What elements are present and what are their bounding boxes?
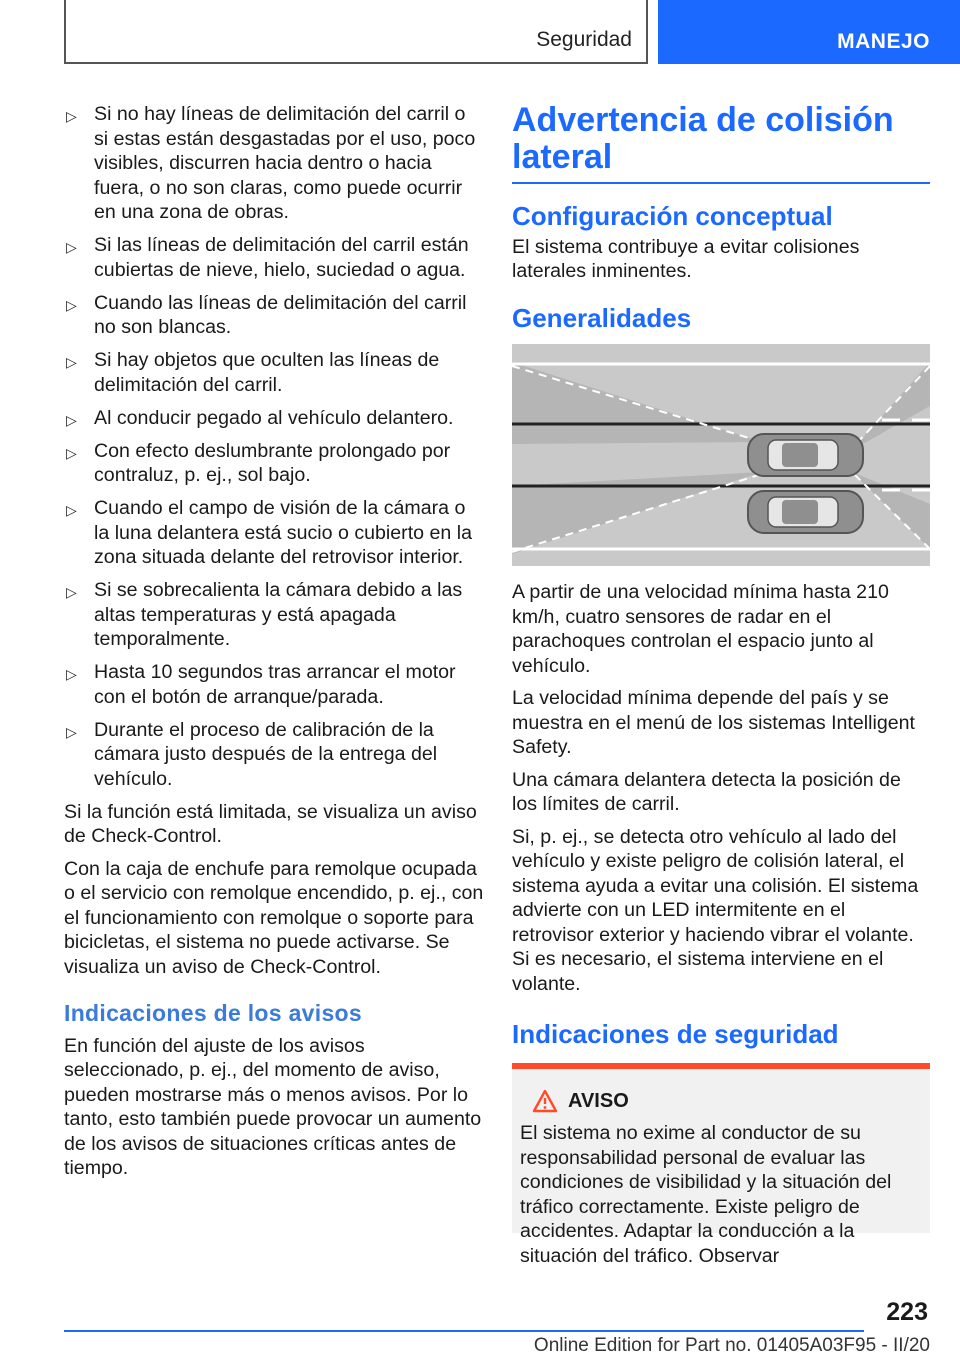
list-item: ▷ Si se sobrecalienta la cámara debido a las altas temperaturas y está apagada temporalmente. [66, 579, 463, 650]
header-section-title: Seguridad [536, 28, 632, 51]
side-collision-diagram [512, 344, 930, 566]
triangle-bullet-icon: ▷ [66, 354, 77, 370]
list-item: ▷ Al conducir pegado al vehículo delantero. [64, 406, 484, 431]
header-chapter-tab: MANEJO [658, 0, 960, 64]
edition-footer: Online Edition for Part no. 01405A03F95 - II/20 [533, 1335, 930, 1356]
limitations-list [64, 102, 484, 791]
triangle-bullet-icon: ▷ [66, 584, 77, 600]
list-item: ▷ Hasta 10 segundos tras arrancar el motor con el botón de arranque/parada. [66, 661, 456, 708]
car-icon [748, 491, 863, 533]
radar-paragraph: A partir de una velocidad mínima hasta 210 km/h, cuatro sensores de radar en el parachoques controlan el espacio junto al vehículo. [512, 581, 889, 677]
title-divider [512, 182, 930, 184]
triangle-bullet-icon: ▷ [66, 666, 77, 682]
page-title: Advertencia de colisión lateral [512, 101, 894, 176]
triangle-bullet-icon: ▷ [66, 108, 77, 124]
triangle-bullet-icon: ▷ [66, 296, 77, 313]
list-item: ▷ Cuando el campo de visión de la cámara o la luna delantera está sucio o cubierto en la zona situada delante del retrovisor interior. [66, 497, 472, 568]
limited-function-paragraph: Si la función está limitada, se visualiza un aviso de Check-Control. [64, 800, 477, 847]
left-column [64, 102, 484, 1189]
list-item: ▷ Si no hay líneas de delimitación del carril o si estas están desgastadas por el uso, poco visibles, discurren hacia dentro o hacia fuera, o no son claras, como puede ocurrir en una zona de obras. [66, 103, 476, 223]
warning-label: AVISO [568, 1089, 629, 1112]
safety-heading: Indicaciones de seguridad [512, 1019, 839, 1049]
warning-box [512, 1063, 930, 1267]
triangle-bullet-icon: ▷ [66, 411, 77, 428]
page-number: 223 [886, 1298, 928, 1326]
list-item: ▷ Cuando las líneas de delimitación del carril no son blancas. [66, 291, 467, 338]
warning-text: El sistema no exime al conductor de su responsabilidad personal de evaluar las condiciones de visibilidad y la situación del tráfico correctamente. Existe peligro de accidentes. Adaptar la conducción a la situación del tráfico. Observar [520, 1122, 892, 1267]
triangle-bullet-icon: ▷ [66, 444, 77, 461]
list-item: ▷ Con efecto deslumbrante prolongado por contraluz, p. ej., sol bajo. [66, 439, 451, 486]
general-heading: Generalidades [512, 302, 692, 333]
warning-title [520, 1089, 922, 1114]
header-section-box [64, 0, 648, 64]
warnings-subheading: Indicaciones de los avisos [64, 1000, 362, 1026]
car-icon [748, 434, 863, 476]
triangle-bullet-icon: ▷ [66, 502, 77, 518]
trailer-paragraph: Con la caja de enchufe para remolque ocupada o el servicio con remolque encendido, p. ej., con el funcionamiento con remolque o soporte para bicicletas, el sistema no puede activarse. Se visualiza un aviso de Check-Control. [64, 857, 484, 978]
warnings-paragraph: En función del ajuste de los avisos seleccionado, p. ej., del momento de aviso, pueden mostrarse más o menos avisos. Por lo tanto, esto también puede provocar un aumento de los avisos de situaciones críticas antes de tiempo. [64, 1034, 482, 1179]
right-column [512, 101, 930, 1267]
triangle-bullet-icon: ▷ [66, 723, 77, 740]
list-item: ▷ Durante el proceso de calibración de la cámara justo después de la entrega del vehículo. [66, 718, 438, 790]
concept-paragraph: El sistema contribuye a evitar colisiones laterales inminentes. [512, 235, 860, 282]
list-item: ▷ Si hay objetos que oculten las líneas de delimitación del carril. [66, 349, 440, 396]
warning-triangle-icon [532, 1089, 558, 1113]
footer-divider [64, 1330, 864, 1332]
triangle-bullet-icon: ▷ [66, 239, 77, 255]
concept-heading: Configuración conceptual [512, 201, 833, 231]
function-paragraph: Si, p. ej., se detecta otro vehículo al lado del vehículo y existe peligro de colisión lateral, el sistema ayuda a evitar una colisión. El sistema advierte con un LED intermitente en el retrovisor exterior y haciendo vibrar el volante. Si es necesario, el sistema interviene en el volante. [512, 825, 919, 995]
min-speed-paragraph: La velocidad mínima depende del país y se muestra en el menú de los sistemas Intelligent Safety. [512, 687, 915, 758]
list-item: ▷ Si las líneas de delimitación del carril están cubiertas de nieve, hielo, suciedad o agua. [66, 234, 469, 281]
camera-paragraph: Una cámara delantera detecta la posición de los límites de carril. [512, 768, 901, 815]
